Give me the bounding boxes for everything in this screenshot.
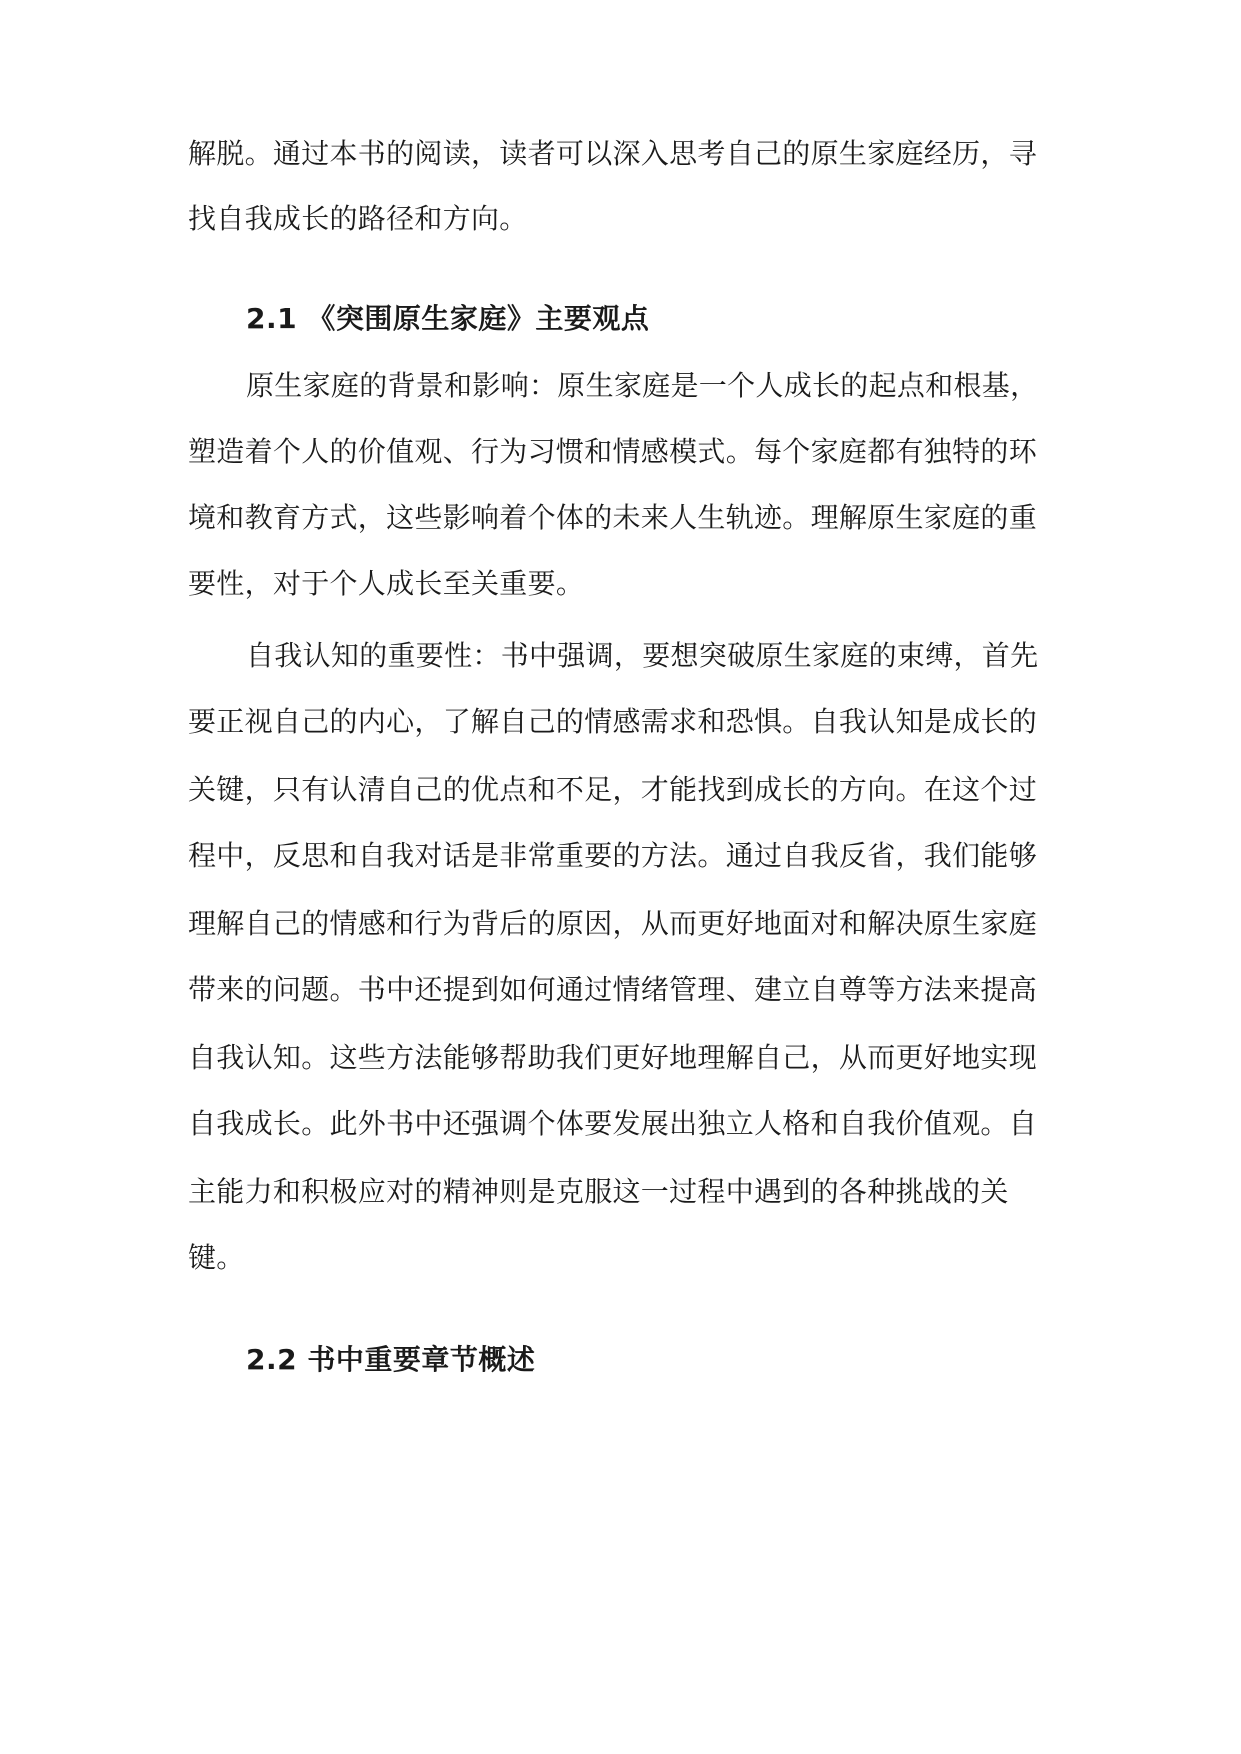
paragraph-1-line-4: 要性，对于个人成长至关重要。: [188, 567, 585, 600]
section-heading-2-1: 2.1 《突围原生家庭》主要观点: [246, 302, 650, 335]
paragraph-2-line-6: 带来的问题。书中还提到如何通过情绪管理、建立自尊等方法来提高: [188, 973, 1038, 1006]
paragraph-2-line-10: 键。: [188, 1241, 245, 1274]
paragraph-2-line-5: 理解自己的情感和行为背后的原因，从而更好地面对和解决原生家庭: [188, 907, 1038, 940]
paragraph-1-line-1: 原生家庭的背景和影响：原生家庭是一个人成长的起点和根基，: [246, 369, 1039, 402]
paragraph-2-line-1: 自我认知的重要性：书中强调，要想突破原生家庭的束缚，首先: [246, 639, 1039, 672]
paragraph-1-line-2: 塑造着个人的价值观、行为习惯和情感模式。每个家庭都有独特的环: [188, 435, 1038, 468]
paragraph-2-line-4: 程中，反思和自我对话是非常重要的方法。通过自我反省，我们能够: [188, 839, 1038, 872]
continuation-line-2: 找自我成长的路径和方向。: [188, 202, 528, 235]
paragraph-1-line-3: 境和教育方式，这些影响着个体的未来人生轨迹。理解原生家庭的重: [188, 501, 1038, 534]
paragraph-2-line-9: 主能力和积极应对的精神则是克服这一过程中遇到的各种挑战的关: [188, 1175, 1009, 1208]
paragraph-2-line-2: 要正视自己的内心，了解自己的情感需求和恐惧。自我认知是成长的: [188, 705, 1038, 738]
section-heading-2-2: 2.2 书中重要章节概述: [246, 1343, 536, 1376]
continuation-line-1: 解脱。通过本书的阅读，读者可以深入思考自己的原生家庭经历，寻: [188, 137, 1038, 170]
paragraph-2-line-7: 自我认知。这些方法能够帮助我们更好地理解自己，从而更好地实现: [188, 1041, 1038, 1074]
paragraph-2-line-3: 关键，只有认清自己的优点和不足，才能找到成长的方向。在这个过: [188, 773, 1038, 806]
paragraph-2-line-8: 自我成长。此外书中还强调个体要发展出独立人格和自我价值观。自: [188, 1107, 1038, 1140]
